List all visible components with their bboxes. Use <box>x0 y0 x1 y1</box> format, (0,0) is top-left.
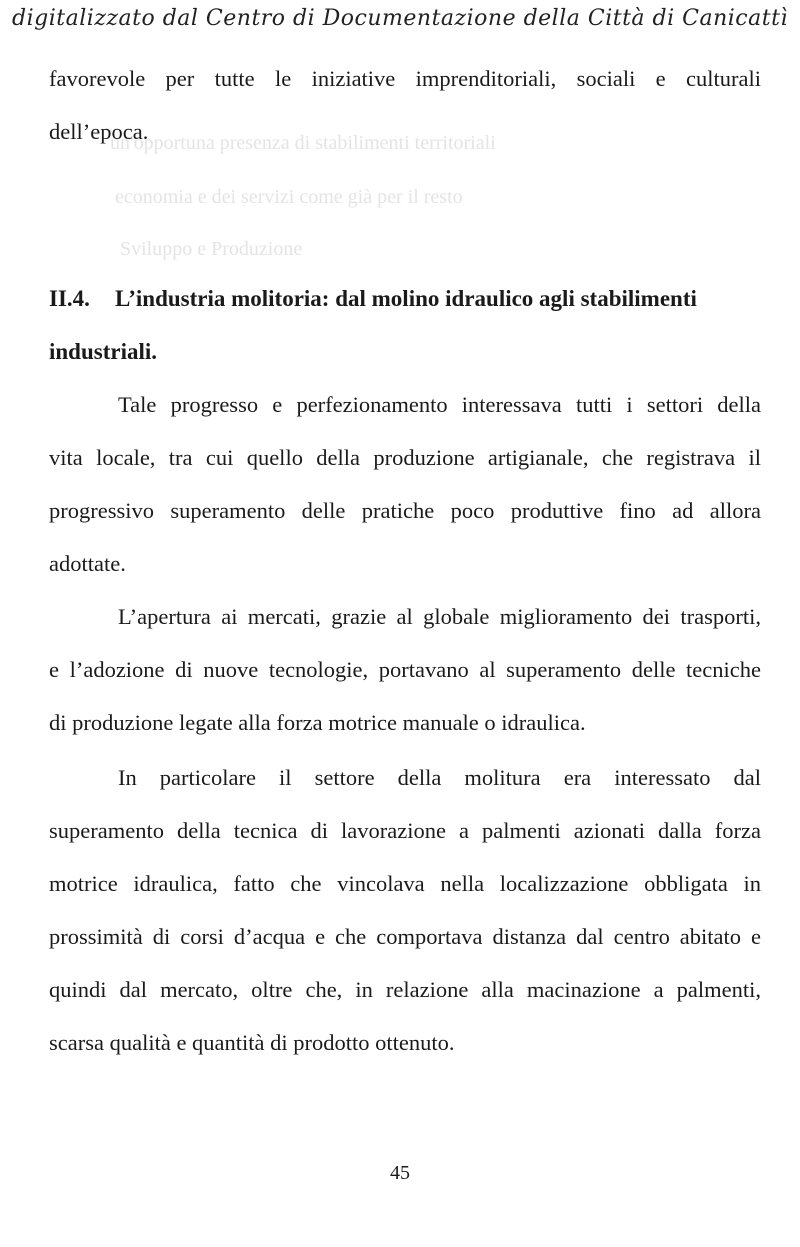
text-line: vita locale, tra cui quello della produzione artigianale, che registrava il <box>49 445 761 470</box>
text-line: Tale progresso e perfezionamento interessava tutti i settori della <box>118 392 761 417</box>
text-line: In particolare il settore della molitura era interessato dal <box>118 765 761 790</box>
watermark: digitalizzato dal Centro di Documentazione della Città di Canicattì <box>12 6 788 31</box>
show-through-text: Sviluppo e Produzione <box>120 238 303 260</box>
text-line: quindi dal mercato, oltre che, in relazione alla macinazione a palmenti, <box>49 977 761 1002</box>
text-line: motrice idraulica, fatto che vincolava nella localizzazione obbligata in <box>49 871 761 896</box>
text-line: L’apertura ai mercati, grazie al globale miglioramento dei trasporti, <box>118 604 761 629</box>
section-heading-line <box>49 284 697 314</box>
section-title-continued: industriali. <box>49 339 158 364</box>
text-line: prossimità di corsi d’acqua e che comportava distanza dal centro abitato e <box>49 924 761 949</box>
text-line: progressivo superamento delle pratiche poco produttive fino ad allora <box>49 498 761 523</box>
text-line: e l’adozione di nuove tecnologie, portavano al superamento delle tecniche <box>49 657 761 682</box>
page-number: 45 <box>390 1162 410 1184</box>
section-title: L’industria molitoria: dal molino idraulico agli stabilimenti <box>115 286 697 311</box>
text-line: favorevole per tutte le iniziative imprenditoriali, sociali e culturali <box>49 66 761 91</box>
show-through-text: un'opportuna presenza di stabilimenti territoriali <box>110 132 496 154</box>
section-number: II.4. <box>49 286 90 311</box>
text-line: adottate. <box>49 551 126 576</box>
show-through-text: economia e dei servizi come già per il resto <box>115 186 463 208</box>
text-line: scarsa qualità e quantità di prodotto ottenuto. <box>49 1030 455 1055</box>
text-line: di produzione legate alla forza motrice manuale o idraulica. <box>49 710 586 735</box>
text-line: superamento della tecnica di lavorazione a palmenti azionati dalla forza <box>49 818 761 843</box>
text-line: dell’epoca. <box>49 119 149 144</box>
